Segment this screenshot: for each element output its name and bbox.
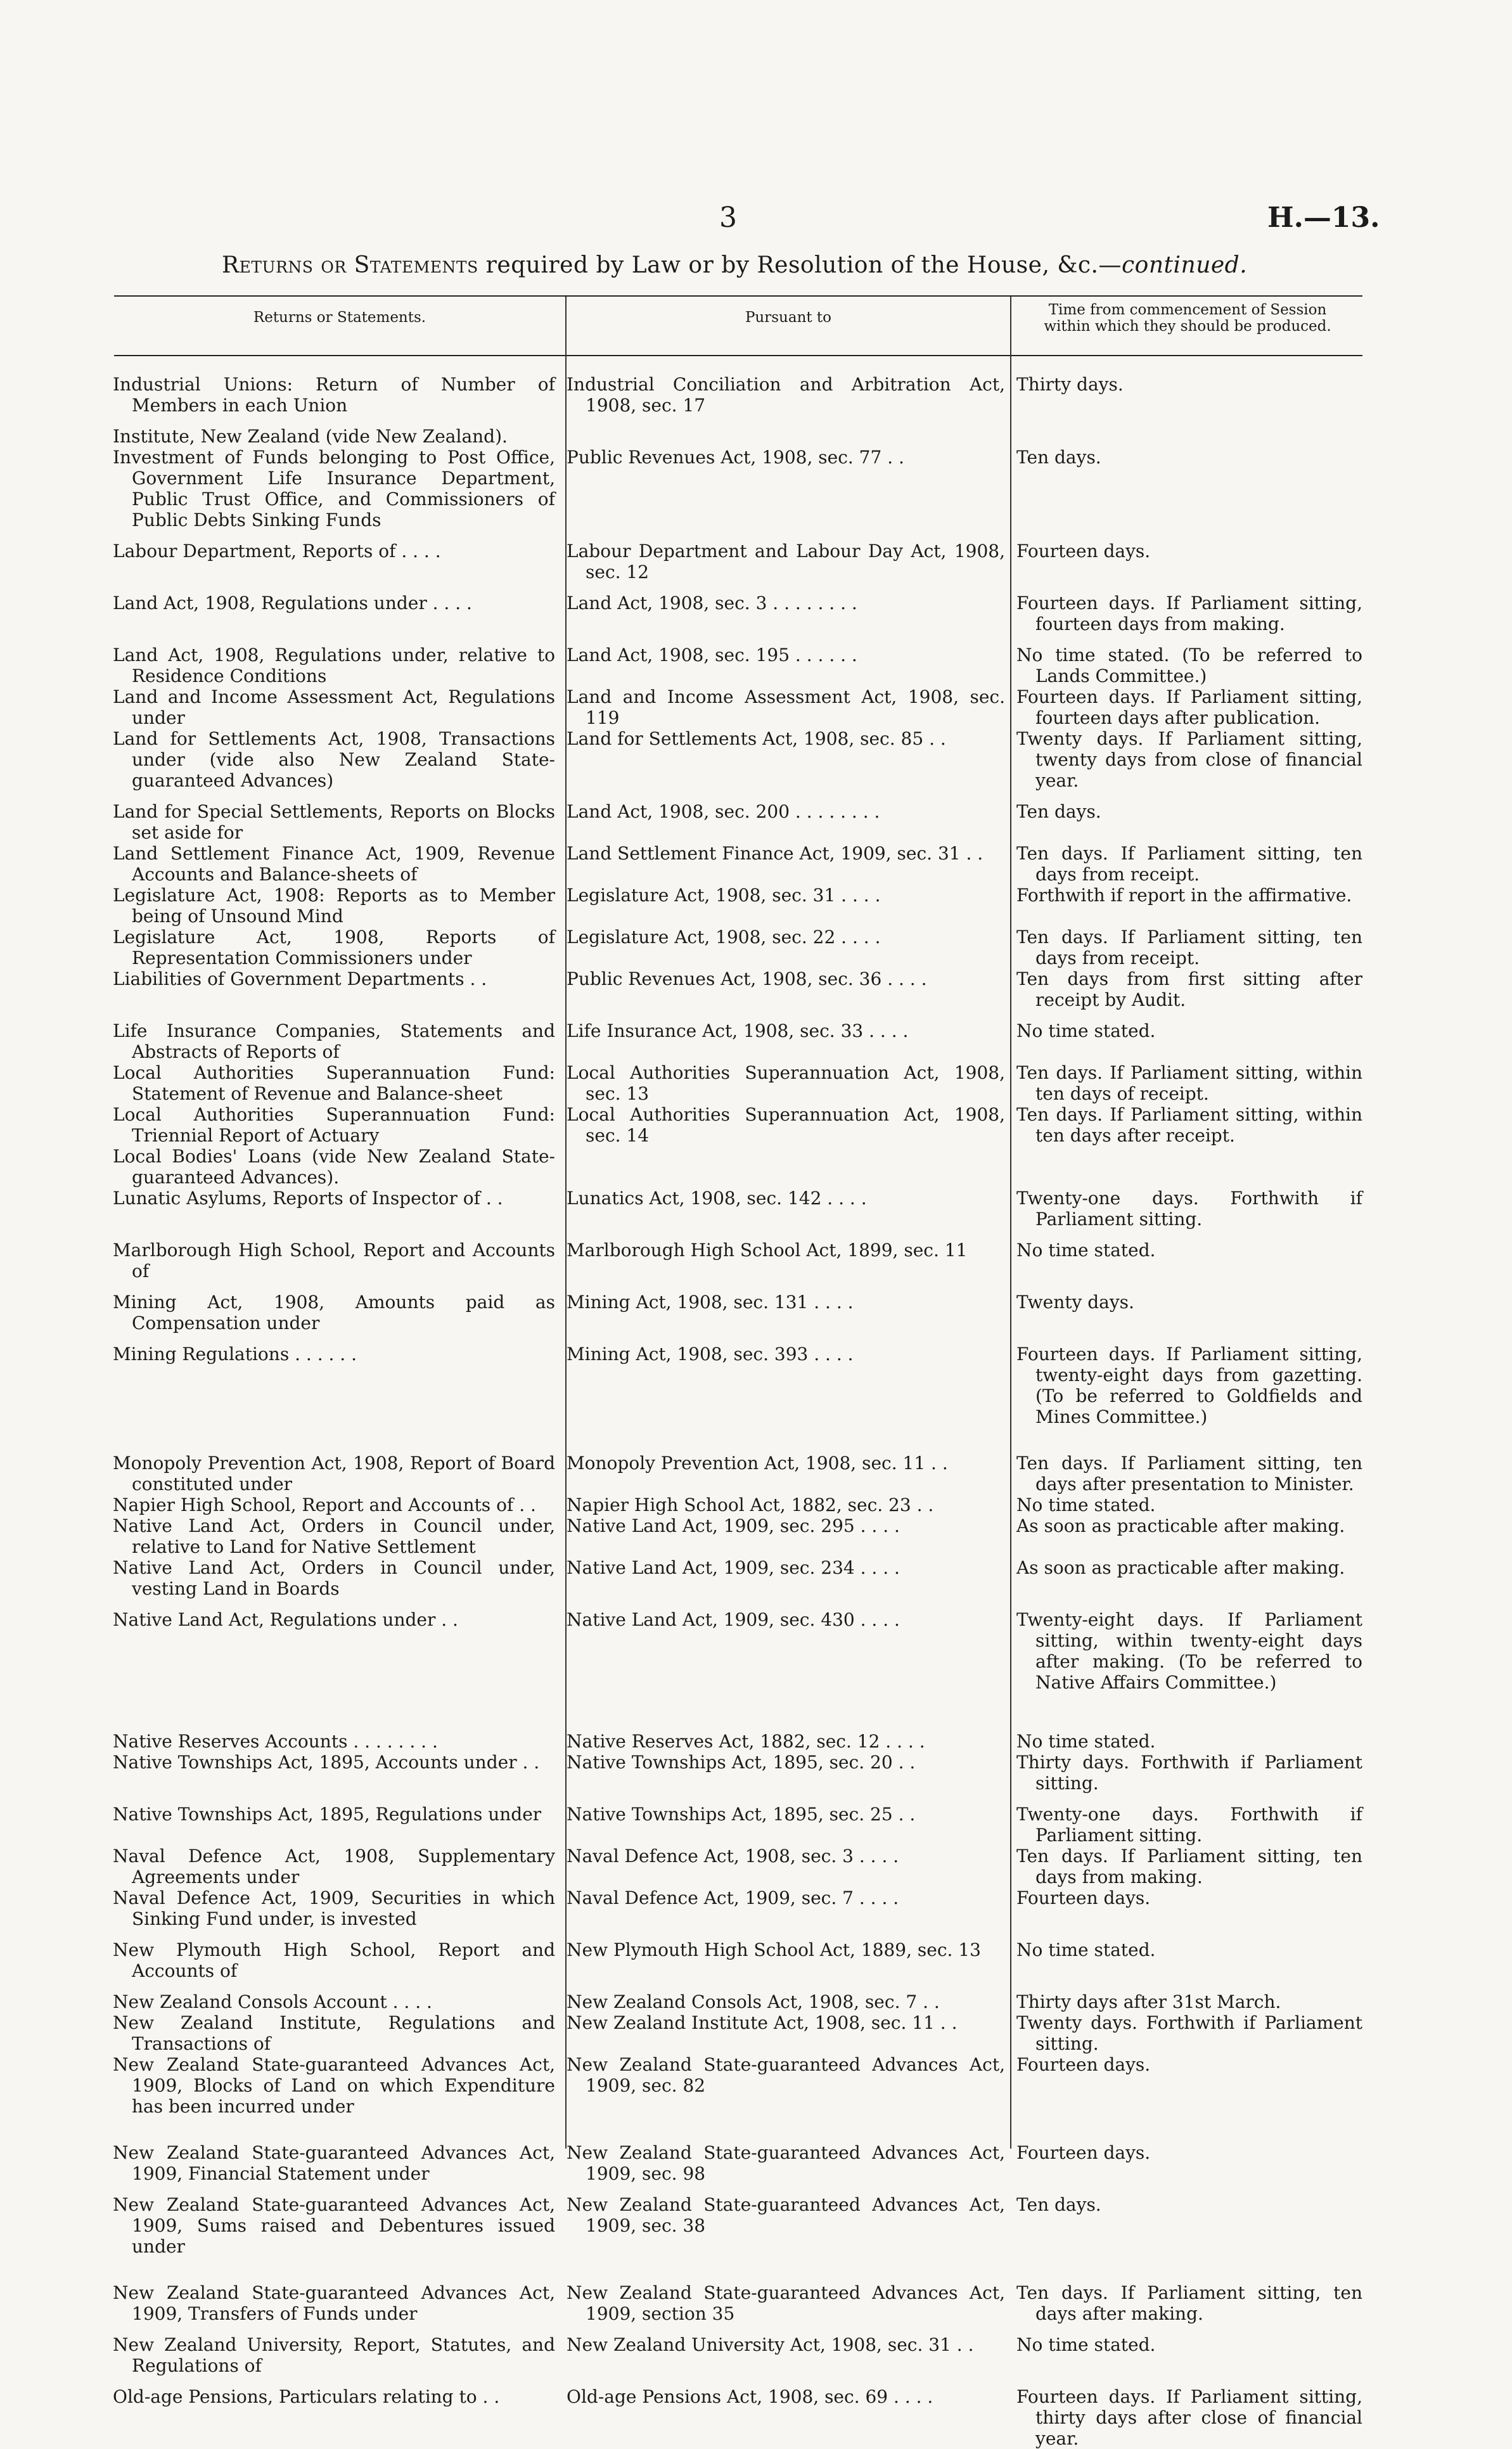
table-row <box>113 1240 1368 1282</box>
page-title <box>222 252 1247 278</box>
table-row <box>113 927 1368 968</box>
pursuant-cell: Native Reserves Act, 1882, sec. 12 . . . . <box>567 1731 925 1752</box>
time-cell: No time stated. <box>1016 2334 1156 2355</box>
time-cell: Fourteen days. If Parliament sitting, fourteen days after publication. <box>1016 686 1362 728</box>
returns-cell: Institute, New Zealand (vide New Zealand). <box>113 426 508 447</box>
time-cell: Fourteen days. <box>1016 541 1151 562</box>
pursuant-cell: Native Land Act, 1909, sec. 295 . . . . <box>567 1515 900 1536</box>
table-row <box>113 2386 1368 2449</box>
returns-cell: Old-age Pensions, Particulars relating to . . <box>113 2386 500 2407</box>
pursuant-cell: Public Revenues Act, 1908, sec. 77 . . <box>567 447 904 468</box>
time-cell: No time stated. <box>1016 1494 1156 1515</box>
table-row <box>113 1344 1368 1427</box>
pursuant-cell: Marlborough High School Act, 1899, sec. 11 <box>567 1240 968 1261</box>
pursuant-cell: Lunatics Act, 1908, sec. 142 . . . . <box>567 1188 867 1209</box>
returns-cell: Legislature Act, 1908: Reports as to Member being of Unsound Mind <box>113 885 555 927</box>
time-cell: Ten days. If Parliament sitting, within ten days after receipt. <box>1016 1104 1362 1146</box>
pursuant-cell: Local Authorities Superannuation Act, 1908, sec. 14 <box>567 1104 1005 1146</box>
pursuant-cell: New Zealand State-guaranteed Advances Act, 1909, sec. 38 <box>567 2194 1005 2236</box>
pursuant-cell: Native Land Act, 1909, sec. 430 . . . . <box>567 1609 900 1630</box>
row-spacer <box>113 634 1368 645</box>
time-cell: Twenty-one days. Forthwith if Parliament sitting. <box>1016 1804 1362 1846</box>
table-row <box>113 1752 1368 1794</box>
time-cell: Fourteen days. If Parliament sitting, fourteen days from making. <box>1016 593 1362 634</box>
returns-cell: Land Act, 1908, Regulations under . . . . <box>113 593 472 614</box>
time-cell: As soon as practicable after making. <box>1016 1515 1345 1536</box>
time-cell: Twenty days. <box>1016 1292 1134 1313</box>
table-row <box>113 1515 1368 1557</box>
row-spacer <box>113 1693 1368 1731</box>
table-row <box>113 2054 1368 2117</box>
time-cell: Fourteen days. <box>1016 1887 1151 1908</box>
returns-cell: Land Act, 1908, Regulations under, relative to Residence Conditions <box>113 645 555 686</box>
pursuant-cell: New Zealand State-guaranteed Advances Act, 1909, sec. 98 <box>567 2142 1005 2184</box>
pursuant-cell: Native Townships Act, 1895, sec. 25 . . <box>567 1804 916 1825</box>
returns-cell: Investment of Funds belonging to Post Office, Government Life Insurance Department, Public Trust Office, and Commissioners of Public Debts Sinking Funds <box>113 447 555 530</box>
row-spacer <box>113 582 1368 593</box>
table-row <box>113 1804 1368 1846</box>
time-cell: Ten days. If Parliament sitting, ten days from receipt. <box>1016 843 1362 885</box>
pursuant-cell: Land Act, 1908, sec. 200 . . . . . . . . <box>567 801 880 822</box>
returns-cell: New Zealand State-guaranteed Advances Act, 1909, Transfers of Funds under <box>113 2282 555 2324</box>
time-cell: Ten days from first sitting after receipt by Audit. <box>1016 968 1362 1010</box>
time-cell: Ten days. If Parliament sitting, ten days from receipt. <box>1016 927 1362 968</box>
returns-cell: Life Insurance Companies, Statements and Abstracts of Reports of <box>113 1020 555 1062</box>
pursuant-cell <box>567 1146 1016 1188</box>
column-header-returns: Returns or Statements. <box>253 309 426 326</box>
pursuant-cell: Public Revenues Act, 1908, sec. 36 . . . . <box>567 968 927 989</box>
table-row <box>113 1609 1368 1693</box>
pursuant-cell: Old-age Pensions Act, 1908, sec. 69 . . . . <box>567 2386 933 2407</box>
returns-cell: New Zealand Institute, Regulations and Transactions of <box>113 2012 555 2054</box>
table-row <box>113 1104 1368 1146</box>
pursuant-cell: Local Authorities Superannuation Act, 1908, sec. 13 <box>567 1062 1005 1104</box>
time-cell <box>1016 1146 1368 1188</box>
table-row <box>113 1188 1368 1230</box>
table-row <box>113 593 1368 634</box>
pursuant-cell: Native Townships Act, 1895, sec. 20 . . <box>567 1752 916 1773</box>
table-row <box>113 2282 1368 2324</box>
row-spacer <box>113 1929 1368 1939</box>
returns-cell: Marlborough High School, Report and Accounts of <box>113 1240 555 1282</box>
returns-cell: Native Land Act, Regulations under . . <box>113 1609 458 1630</box>
returns-cell: Labour Department, Reports of . . . . <box>113 541 441 562</box>
time-cell: Fourteen days. <box>1016 2142 1151 2163</box>
returns-cell: Native Townships Act, 1895, Accounts under . . <box>113 1752 540 1773</box>
time-cell: Ten days. If Parliament sitting, ten days from making. <box>1016 1846 1362 1887</box>
row-spacer <box>113 2324 1368 2334</box>
table-row <box>113 1731 1368 1752</box>
time-cell: Twenty-one days. Forthwith if Parliament sitting. <box>1016 1188 1362 1230</box>
table-row <box>113 843 1368 885</box>
header-rule-bottom <box>114 355 1362 356</box>
table-row <box>113 1020 1368 1062</box>
time-cell: Twenty-eight days. If Parliament sitting, within twenty-eight days after making. (To be referred to Native Affairs Committee.) <box>1016 1609 1362 1693</box>
time-cell: Ten days. <box>1016 447 1101 468</box>
row-spacer <box>113 791 1368 801</box>
table-row <box>113 1292 1368 1334</box>
row-spacer <box>113 1010 1368 1020</box>
column-header-pursuant: Pursuant to <box>745 309 832 326</box>
table-row <box>113 1453 1368 1494</box>
table-row <box>113 426 1368 447</box>
pursuant-cell: New Zealand Institute Act, 1908, sec. 11 . . <box>567 2012 958 2033</box>
pursuant-cell: Naval Defence Act, 1909, sec. 7 . . . . <box>567 1887 899 1908</box>
table-row <box>113 1557 1368 1599</box>
pursuant-cell: Legislature Act, 1908, sec. 22 . . . . <box>567 927 881 948</box>
pursuant-cell: Napier High School Act, 1882, sec. 23 . . <box>567 1494 934 1515</box>
returns-cell: Land and Income Assessment Act, Regulations under <box>113 686 555 728</box>
pursuant-cell: New Plymouth High School Act, 1889, sec. 13 <box>567 1939 981 1960</box>
pursuant-cell: New Zealand Consols Act, 1908, sec. 7 . . <box>567 1991 940 2012</box>
table-row <box>113 1146 1368 1188</box>
row-spacer <box>113 1599 1368 1609</box>
table-row <box>113 1887 1368 1929</box>
time-cell: Fourteen days. If Parliament sitting, twenty-eight days from gazetting. (To be referred to Goldfields and Mines Committee.) <box>1016 1344 1362 1427</box>
returns-cell: Native Townships Act, 1895, Regulations under <box>113 1804 542 1825</box>
pursuant-cell: Legislature Act, 1908, sec. 31 . . . . <box>567 885 881 906</box>
pursuant-cell: Land and Income Assessment Act, 1908, sec. 119 <box>567 686 1005 728</box>
header-rule-top <box>114 295 1362 297</box>
returns-cell: Native Land Act, Orders in Council under, relative to Land for Native Settlement <box>113 1515 555 1557</box>
document-reference: H.—13. <box>1267 202 1380 234</box>
returns-cell: Local Authorities Superannuation Fund: Statement of Revenue and Balance-sheet <box>113 1062 555 1104</box>
table-row <box>113 2142 1368 2184</box>
returns-cell: Lunatic Asylums, Reports of Inspector of . . <box>113 1188 503 1209</box>
time-cell: No time stated. <box>1016 1240 1156 1261</box>
time-cell: Ten days. <box>1016 2194 1101 2215</box>
returns-cell: Local Authorities Superannuation Fund: Triennial Report of Actuary <box>113 1104 555 1146</box>
row-spacer <box>113 530 1368 541</box>
table-row <box>113 686 1368 728</box>
returns-cell: New Zealand State-guaranteed Advances Act, 1909, Sums raised and Debentures issued under <box>113 2194 555 2257</box>
time-cell: No time stated. (To be referred to Lands Committee.) <box>1016 645 1362 686</box>
pursuant-cell: Land Act, 1908, sec. 195 . . . . . . <box>567 645 857 665</box>
returns-cell: New Zealand State-guaranteed Advances Act, 1909, Financial Statement under <box>113 2142 555 2184</box>
returns-cell: Napier High School, Report and Accounts of . . <box>113 1494 536 1515</box>
pursuant-cell: Labour Department and Labour Day Act, 1908, sec. 12 <box>567 541 1005 582</box>
returns-cell: Land Settlement Finance Act, 1909, Revenue Accounts and Balance-sheets of <box>113 843 555 885</box>
time-cell: Ten days. If Parliament sitting, ten days after making. <box>1016 2282 1362 2324</box>
time-cell: Thirty days after 31st March. <box>1016 1991 1281 2012</box>
row-spacer <box>113 1427 1368 1453</box>
returns-cell: Local Bodies' Loans (vide New Zealand State-guaranteed Advances). <box>113 1146 555 1188</box>
time-cell: Ten days. If Parliament sitting, ten days after presentation to Minister. <box>1016 1453 1362 1494</box>
returns-cell: Mining Act, 1908, Amounts paid as Compensation under <box>113 1292 555 1334</box>
pursuant-cell: Monopoly Prevention Act, 1908, sec. 11 . . <box>567 1453 948 1474</box>
table-row <box>113 374 1368 416</box>
row-spacer <box>113 1794 1368 1804</box>
table-row <box>113 2194 1368 2257</box>
returns-cell: Industrial Unions: Return of Number of Members in each Union <box>113 374 555 416</box>
pursuant-cell: New Zealand State-guaranteed Advances Act, 1909, section 35 <box>567 2282 1005 2324</box>
returns-cell: Monopoly Prevention Act, 1908, Report of Board constituted under <box>113 1453 555 1494</box>
returns-cell: Native Reserves Accounts . . . . . . . . <box>113 1731 438 1752</box>
pursuant-cell: Land Act, 1908, sec. 3 . . . . . . . . <box>567 593 857 614</box>
table-row <box>113 885 1368 927</box>
row-spacer <box>113 1282 1368 1292</box>
time-cell: Fourteen days. <box>1016 2054 1151 2075</box>
returns-cell: Mining Regulations . . . . . . <box>113 1344 357 1365</box>
time-cell: As soon as practicable after making. <box>1016 1557 1345 1578</box>
time-cell: No time stated. <box>1016 1939 1156 1960</box>
table-row <box>113 1494 1368 1515</box>
pursuant-cell: Mining Act, 1908, sec. 393 . . . . <box>567 1344 854 1365</box>
returns-cell: Native Land Act, Orders in Council under, vesting Land in Boards <box>113 1557 555 1599</box>
returns-cell: Legislature Act, 1908, Reports of Representation Commissioners under <box>113 927 555 968</box>
time-cell: No time stated. <box>1016 1020 1156 1041</box>
row-spacer <box>113 2257 1368 2282</box>
pursuant-cell: Industrial Conciliation and Arbitration Act, 1908, sec. 17 <box>567 374 1005 416</box>
table-row <box>113 968 1368 1010</box>
row-spacer <box>113 1334 1368 1344</box>
title-prefix: Returns or Statements <box>222 252 478 278</box>
row-spacer <box>113 2184 1368 2194</box>
table-row <box>113 1846 1368 1887</box>
returns-cell: Land for Special Settlements, Reports on Blocks set aside for <box>113 801 555 843</box>
row-spacer <box>113 1981 1368 1991</box>
returns-cell: Naval Defence Act, 1909, Securities in which Sinking Fund under, is invested <box>113 1887 555 1929</box>
page-number: 3 <box>719 202 737 234</box>
returns-cell: New Zealand University, Report, Statutes, and Regulations of <box>113 2334 555 2376</box>
table-row <box>113 1939 1368 1981</box>
table-row <box>113 645 1368 686</box>
time-cell: Fourteen days. If Parliament sitting, thirty days after close of financial year. <box>1016 2386 1362 2449</box>
column-header-time-line2: within which they should be produced. <box>1044 318 1331 335</box>
pursuant-cell: Mining Act, 1908, sec. 131 . . . . <box>567 1292 854 1313</box>
title-middle: required by Law or by Resolution of the House, &c.— <box>478 252 1122 278</box>
returns-cell: New Zealand Consols Account . . . . <box>113 1991 432 2012</box>
returns-table <box>113 374 1368 2449</box>
table-row <box>113 728 1368 791</box>
pursuant-cell: Land Settlement Finance Act, 1909, sec. 31 . . <box>567 843 983 864</box>
table-row <box>113 2012 1368 2054</box>
pursuant-cell: Naval Defence Act, 1908, sec. 3 . . . . <box>567 1846 899 1867</box>
table-row <box>113 447 1368 530</box>
time-cell: No time stated. <box>1016 1731 1156 1752</box>
row-spacer <box>113 416 1368 426</box>
title-suffix: continued. <box>1122 252 1248 278</box>
row-spacer <box>113 2117 1368 2142</box>
time-cell: Ten days. If Parliament sitting, within ten days of receipt. <box>1016 1062 1362 1104</box>
returns-cell: Land for Settlements Act, 1908, Transactions under (vide also New Zealand State-guaranteed Advances) <box>113 728 555 791</box>
time-cell: Forthwith if report in the affirmative. <box>1016 885 1352 906</box>
row-spacer <box>113 2376 1368 2386</box>
returns-cell: Naval Defence Act, 1908, Supplementary Agreements under <box>113 1846 555 1887</box>
table-row <box>113 2334 1368 2376</box>
returns-cell: New Plymouth High School, Report and Accounts of <box>113 1939 555 1981</box>
time-cell <box>1016 426 1368 447</box>
time-cell: Thirty days. <box>1016 374 1124 395</box>
column-header-time <box>1011 302 1364 335</box>
column-header-time-line1: Time from commencement of Session <box>1048 302 1327 318</box>
table-row <box>113 541 1368 582</box>
table-row <box>113 801 1368 843</box>
pursuant-cell: Life Insurance Act, 1908, sec. 33 . . . . <box>567 1020 909 1041</box>
time-cell: Twenty days. If Parliament sitting, twenty days from close of financial year. <box>1016 728 1362 791</box>
returns-cell: New Zealand State-guaranteed Advances Act, 1909, Blocks of Land on which Expenditure has been incurred under <box>113 2054 555 2117</box>
pursuant-cell: Land for Settlements Act, 1908, sec. 85 . . <box>567 728 946 749</box>
pursuant-cell: New Zealand University Act, 1908, sec. 31 . . <box>567 2334 974 2355</box>
returns-cell: Liabilities of Government Departments . . <box>113 968 487 989</box>
pursuant-cell: Native Land Act, 1909, sec. 234 . . . . <box>567 1557 900 1578</box>
time-cell: Ten days. <box>1016 801 1101 822</box>
time-cell: Twenty days. Forthwith if Parliament sitting. <box>1016 2012 1362 2054</box>
time-cell: Thirty days. Forthwith if Parliament sitting. <box>1016 1752 1362 1794</box>
row-spacer <box>113 1230 1368 1240</box>
table-row <box>113 1991 1368 2012</box>
table-row <box>113 1062 1368 1104</box>
pursuant-cell: New Zealand State-guaranteed Advances Act, 1909, sec. 82 <box>567 2054 1005 2096</box>
pursuant-cell <box>567 426 1016 447</box>
